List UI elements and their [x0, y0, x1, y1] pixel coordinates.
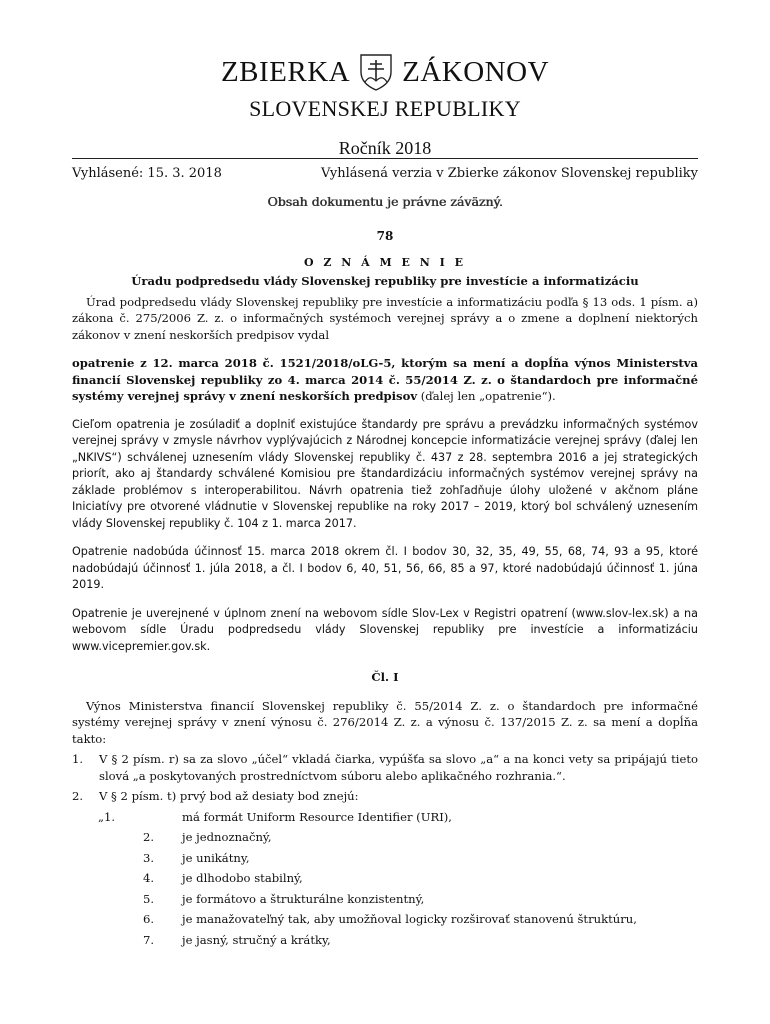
subpoint-text: je dlhodobo stabilný,: [182, 871, 303, 885]
subpoint-number: „1.: [98, 809, 116, 824]
list-item: [98, 829, 698, 846]
measure-tail: (ďalej len „opatrenie“).: [417, 389, 556, 403]
header-divider: [72, 158, 698, 159]
masthead: [0, 52, 770, 159]
subpoint-text: má formát Uniform Resource Identifier (URI),: [182, 809, 452, 824]
document-type: O Z N Á M E N I E: [304, 255, 466, 269]
masthead-word-left: ZBIERKA: [220, 56, 351, 88]
document-number: 78: [376, 229, 394, 243]
subpoint-text: je unikátny,: [182, 850, 250, 865]
subpoint-text: je manažovateľný tak, aby umožňoval logicky rozširovať stanovenú štruktúru,: [182, 912, 637, 926]
measure-paragraph: [72, 355, 698, 405]
document-issuer: Úradu podpredsedu vlády Slovenskej republiky pre investície a informatizáciu: [131, 274, 639, 288]
list-item: [98, 809, 698, 826]
list-item: [72, 788, 698, 805]
subpoint-number: 4.: [142, 871, 154, 885]
volume-year: Ročník 2018: [338, 138, 432, 158]
subpoint-number: 5.: [142, 891, 154, 906]
document-body: [72, 228, 698, 948]
published-version: Vyhlásená verzia v Zbierke zákonov Slovenskej republiky: [321, 166, 698, 181]
point-list: [72, 751, 698, 805]
point-text: V § 2 písm. t) prvý bod až desiaty bod znejú:: [99, 789, 359, 803]
subpoint-text: je formátovo a štrukturálne konzistentný,: [182, 891, 425, 906]
masthead-title: [0, 52, 770, 92]
list-item: [98, 850, 698, 867]
subpoint-number: 2.: [142, 830, 154, 844]
effect-paragraph: Opatrenie nadobúda účinnosť 15. marca 2018 okrem čl. I bodov 30, 32, 35, 49, 55, 68, 74, 93 a 95, ktoré nadobúdajú účinnosť 1. júla 2018, a čl. I bodov 6, 40, 51, 56, 66, 85 a 97, ktoré nadobúdajú účinnosť 1. júna 2019.: [72, 545, 698, 591]
coat-of-arms-icon: [358, 52, 394, 92]
point-text: V § 2 písm. r) sa za slovo „účel“ vkladá čiarka, vypúšťa sa slovo „a“ a na konci vety sa pripájajú tieto slová „a poskytovaných prostredníctvom súboru alebo aplikačného rozhrania.“.: [99, 752, 698, 783]
publish-paragraph: Opatrenie je uverejnené v úplnom znení na webovom sídle Slov-Lex v Registri opatrení (www.slov-lex.sk) a na webovom sídle Úradu podpredsedu vlády Slovenskej republiky pre investície a informatizáciu www.vicepremier.gov.sk.: [72, 606, 698, 653]
subpoint-text: je jednoznačný,: [182, 830, 272, 844]
subpoint-text: je jasný, stručný a krátky,: [182, 932, 331, 947]
announced-date: Vyhlásené: 15. 3. 2018: [72, 166, 222, 181]
article-intro: Výnos Ministerstva financií Slovenskej republiky č. 55/2014 Z. z. o štandardoch pre informačné systémy verejnej správy v znení výnosu č. 276/2014 Z. z. a výnosu č. 137/2015 Z. z. sa mení a dopĺňa takto:: [72, 698, 698, 746]
subpoint-number: 6.: [142, 912, 154, 926]
subpoint-number: 3.: [142, 850, 154, 865]
list-item: [98, 870, 698, 887]
measure-title: opatrenie z 12. marca 2018 č. 1521/2018/oLG-5, ktorým sa mení a dopĺňa výnos Ministerstva financií Slovenskej republiky zo 4. marca 2014 č. 55/2014 Z. z. o štandardoch pre informačné systémy verejnej správy v znení neskorších predpisov: [72, 356, 698, 403]
list-item: [98, 911, 698, 928]
list-item: [98, 932, 698, 949]
point-number: 2.: [72, 789, 84, 803]
subpoint-list: [98, 809, 698, 949]
publication-info: [72, 166, 698, 181]
list-item: [98, 891, 698, 908]
masthead-word-right: ZÁKONOV: [402, 56, 550, 88]
goal-paragraph: Cieľom opatrenia je zosúladiť a doplniť existujúce štandardy pre správu a prevádzku informačných systémov verejnej správy v zmysle návrhov vyplývajúcich z Národnej koncepcie informatizácie verejnej správy (ďalej len „NKIVS“) schválenej uznesením vlády Slovenskej republiky č. 437 z 28. septembra 2016 a jej strategických priorít, ako aj štandardy schválené Komisiou pre štandardizáciu informačných systémov verejnej správy na základe problémov s interoperabilitou. Návrh opatrenia tiež zohľadňuje úlohy uložené v akčnom pláne Iniciatívy pre otvorené vládnutie v Slovenskej republike na roky 2017 – 2019, ktorý bol schválený uznesením vlády Slovenskej republiky č. 104 z 1. marca 2017.: [72, 417, 698, 530]
binding-notice: Obsah dokumentu je právne záväzný.: [267, 194, 503, 209]
article-heading: Čl. I: [371, 670, 399, 684]
subpoint-number: 7.: [142, 932, 154, 947]
masthead-subtitle: SLOVENSKEJ REPUBLIKY: [249, 96, 521, 121]
list-item: [72, 751, 698, 784]
point-number: 1.: [72, 752, 84, 766]
intro-paragraph: Úrad podpredsedu vlády Slovenskej republiky pre investície a informatizáciu podľa § 13 ods. 1 písm. a) zákona č. 275/2006 Z. z. o informačných systémoch verejnej správy a o zmene a doplnení niektorých zákonov v znení neskorších predpisov vydal: [72, 294, 698, 342]
